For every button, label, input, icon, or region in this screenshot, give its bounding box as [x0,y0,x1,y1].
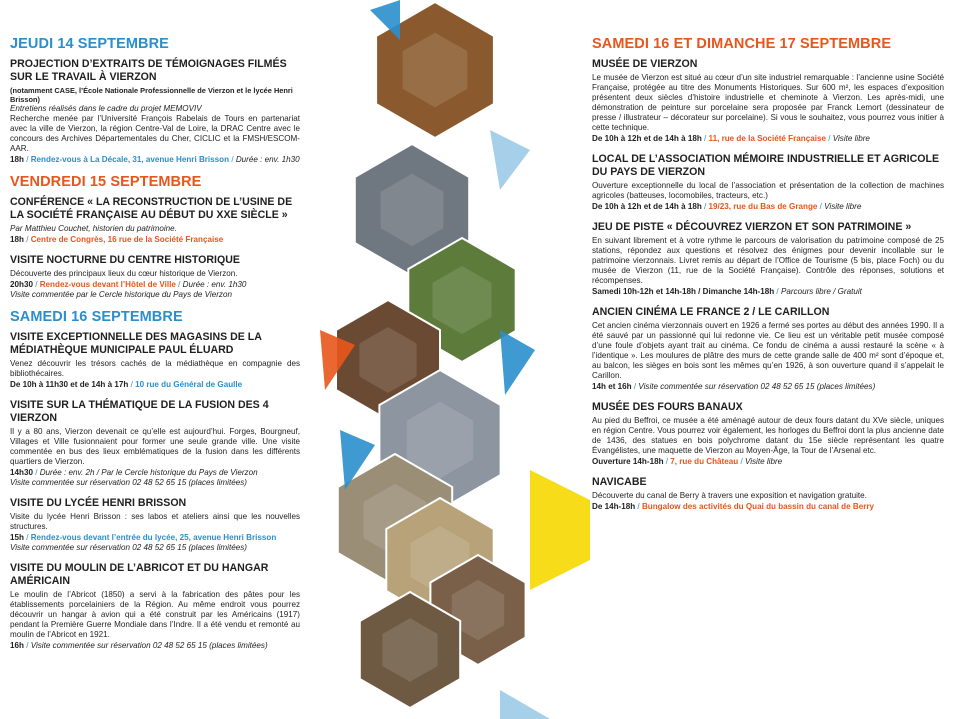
event-time: De 10h à 12h et de 14h à 18h [592,202,702,211]
separator: / [32,468,40,477]
event-location: 19/23, rue du Bas de Grange [708,202,818,211]
event-intro: Entretiens réalisés dans le cadre du projet MEMOVIV [10,104,202,113]
event-description: Ouverture exceptionnelle du local de l’association et présentation de la collection de machines agricoles (batteuses, locomobiles, tracteurs, etc.) [592,181,944,200]
event-title: CONFÉRENCE « LA RECONSTRUCTION DE L’USINE DE LA SOCIÉTÉ FRANÇAISE AU DÉBUT DU XXE SIÈCLE » [10,196,293,221]
event-description: Visite du lycée Henri Brisson : ses labos et ateliers ainsi que les nouvelles structures. [10,512,300,531]
event-title: VISITE DU LYCÉE HENRI BRISSON [10,497,187,509]
separator: / [701,134,709,143]
separator: / [32,280,40,289]
event-extra: Visite libre [832,134,870,143]
event-extra: Durée : env. 2h / Par le Cercle historique du Pays de Vierzon [39,468,258,477]
event-description: Cet ancien cinéma vierzonnais ouvert en 1926 a fermé ses portes au début des années 1990. Il a été sauvé par un passionné qui lui redonne vie. Ce lieu est un véritable petit musée composé d’une foule d’objets ayant trait au cinéma. Ce fondu de cinéma a aussi restauré la scène « à l’identique ». Les moulures de plâtre des murs de cette grande salle de 400 m² sont d’époque et, au balcon, les sièges en bois sont les mêmes qu’en 1926, à son ouverture quand il s’appelait le Carillon. [592,321,944,380]
event-block [10,497,300,553]
event-location: 11, rue de la Société Française [708,134,826,143]
day-heading: SAMEDI 16 ET DIMANCHE 17 SEPTEMBRE [592,36,892,52]
event-block [10,254,300,300]
event-description: Recherche menée par l’Université François Rabelais de Tours en partenariat avec la ville de Vierzon, la région Centre-Val de Loire, la DRAC Centre avec le concours des Archives Départementales du Cher, CICLIC et la FMSH/ESCOM-AAR. [10,114,300,153]
event-time: De 10h à 12h et de 14h à 18h [592,134,702,143]
event-title: PROJECTION D’EXTRAITS DE TÉMOIGNAGES FILMÉS SUR LE TRAVAIL À VIERZON [10,58,287,83]
event-info [10,280,300,290]
separator: / [23,235,31,244]
separator: / [774,287,781,296]
event-location: Rendez-vous à La Décale, 31, avenue Henri Brisson [30,155,230,164]
event-info [10,468,300,478]
event-extra: Durée : env. 1h30 [182,280,247,289]
photo-collage [300,0,590,719]
event-time: 20h30 [10,280,33,289]
event-location: Rendez-vous devant l’Hôtel de Ville [39,280,176,289]
event-block [10,58,300,165]
event-extra: Visite commentée sur réservation 02 48 52 65 15 (places limitées) [30,641,268,650]
event-time: 14h et 16h [592,382,632,391]
event-time: 15h [10,533,24,542]
event-title: VISITE NOCTURNE DU CENTRE HISTORIQUE [10,254,240,266]
event-info [592,202,944,212]
day-heading: SAMEDI 16 SEPTEMBRE [10,309,183,325]
separator: / [817,202,825,211]
day-heading: VENDREDI 15 SEPTEMBRE [10,174,202,190]
event-block [10,331,300,390]
event-title: MUSÉE DES FOURS BANAUX [592,401,743,413]
event-info [10,380,300,390]
event-subtitle: (notamment CASE, l’École Nationale Professionnelle de Vierzon et le lycée Henri Brisson) [10,86,293,104]
event-time: 16h [10,641,24,650]
event-info [592,502,944,512]
event-location: 10 rue du Général de Gaulle [135,380,243,389]
event-extra: Parcours libre / Gratuit [780,287,862,296]
event-time: Samedi 10h-12h et 14h-18h / Dimanche 14h-18h [592,287,775,296]
event-info [10,533,300,543]
event-title: NAVICABE [592,476,647,488]
event-block [592,153,944,212]
event-location: Centre de Congrès, 16 rue de la Société Française [30,235,224,244]
event-location: Rendez-vous devant l’entrée du lycée, 25, avenue Henri Brisson [30,533,277,542]
event-info [592,457,944,467]
right-column [592,36,944,521]
separator: / [825,134,833,143]
separator: / [229,155,236,164]
event-block [10,399,300,488]
event-block [592,476,944,512]
event-title: JEU DE PISTE « DÉCOUVREZ VIERZON ET SON PATRIMOINE » [592,221,912,233]
event-location: 7, rue du Château [670,457,739,466]
event-extra: Durée : env. 1h30 [235,155,300,164]
accent-triangle-light_blue [500,690,550,719]
event-note: Visite commentée sur réservation 02 48 52 65 15 (places limitées) [10,478,247,487]
accent-triangle-blue [500,330,535,395]
event-time: De 10h à 11h30 et de 14h à 17h [10,380,129,389]
separator: / [701,202,709,211]
event-note: Visite commentée sur réservation 02 48 52 65 15 (places limitées) [10,543,247,552]
event-info [592,134,944,144]
event-block [592,306,944,392]
event-description: Au pied du Beffroi, ce musée a été aménagé autour de deux fours datant du XVe siècle, uniques en région Centre. Vous pourrez voir également, les horloges du Beffroi dont la plus ancienne date de 1436, des statues en bois polychrome datant du 15e siècle représentant les quatre Évangélistes, une maquette de Vierzon au Moyen-Âge, la Tour de l’Arsenal etc. [592,416,944,455]
event-info [592,382,944,392]
event-extra: Visite libre [744,457,783,466]
event-time: 18h [10,235,24,244]
event-time: 18h [10,155,24,164]
separator: / [23,641,31,650]
separator: / [128,380,136,389]
separator: / [663,457,671,466]
event-time: 14h30 [10,468,33,477]
event-title: LOCAL DE L’ASSOCIATION MÉMOIRE INDUSTRIELLE ET AGRICOLE DU PAYS DE VIERZON [592,153,940,178]
event-extra: Visite libre [824,202,862,211]
event-note: Visite commentée par le Cercle historique du Pays de Vierzon [10,290,232,299]
separator: / [631,382,639,391]
event-info [592,287,944,297]
event-time: De 14h-18h [592,502,636,511]
day-heading: JEUDI 14 SEPTEMBRE [10,36,169,52]
event-block [592,58,944,144]
event-intro: Par Matthieu Couchet, historien du patrimoine. [10,224,177,233]
event-description: Le musée de Vierzon est situé au cœur d’un site industriel remarquable : l’ancienne usine Société Française, protégée au titre des Monuments Historiques. Sur 600 m², les espaces d’exposition présentent deux siècles d’histoire industrielle et cheminote à Vierzon. Les après-midi, une démonstration de peinture sur porcelaine sera proposée par Franck Lemort (dessinateur de presse / illustrateur – décorateur sur porcelaine). Si vous le souhaitez, vous pourrez vous initier à cette technique. [592,73,944,132]
event-block [10,562,300,651]
event-info [10,641,300,651]
event-block [10,196,300,245]
event-info [10,235,300,245]
event-title: VISITE DU MOULIN DE L’ABRICOT ET DU HANGAR AMÉRICAIN [10,562,269,587]
event-block [592,221,944,297]
accent-triangle-light_blue [490,130,530,190]
separator: / [23,155,31,164]
event-location: Bungalow des activités du Quai du bassin du canal de Berry [641,502,875,511]
event-extra: Visite commentée sur réservation 02 48 52 65 15 (places limitées) [638,382,876,391]
separator: / [635,502,642,511]
event-title: MUSÉE DE VIERZON [592,58,698,70]
accent-triangle-yellow [530,470,590,590]
event-title: VISITE EXCEPTIONNELLE DES MAGASINS DE LA MÉDIATHÈQUE MUNICIPALE PAUL ÉLUARD [10,331,262,356]
event-block [592,401,944,467]
event-description: Le moulin de l’Abricot (1850) a servi à la fabrication des pâtes pour les établissements porcelainiers de la Région. Au même endroit vous pourrez découvrir un hangar à avion qui a été construit par les Américains (1917) pendant la Première Guerre Mondiale dans l’Indre. Il a été vendu et remonté au moulin de l’Abricot en 1921. [10,590,300,639]
event-description: En suivant librement et à votre rythme le parcours de valorisation du patrimoine composé de 25 stations, répondez aux questions et résolvez des énigmes pour devenir incollable sur le patrimoine vierzonnais. Livret remis au départ de l’Office de Tourisme (5 bis, place Foch) ou du musée de Vierzon (11, rue de la Société Française). Contrôle des réponses, solutions et récompenses. [592,236,944,285]
separator: / [23,533,31,542]
event-title: VISITE SUR LA THÉMATIQUE DE LA FUSION DES 4 VIERZON [10,399,269,424]
left-column [10,36,300,660]
event-description: Découverte du canal de Berry à travers une exposition et navigation gratuite. [592,491,867,500]
event-time: Ouverture 14h-18h [592,457,664,466]
event-description: Découverte des principaux lieux du cœur historique de Vierzon. [10,269,238,278]
event-info [10,155,300,165]
event-title: ANCIEN CINÉMA LE FRANCE 2 / LE CARILLON [592,306,830,318]
event-description: Il y a 80 ans, Vierzon devenait ce qu’elle est aujourd’hui. Forges, Bourgneuf, Villages et Ville fusionnaient pour former une seule grande ville. Une visite commentée en bus des lieux emblématiques de la fusion dans les différents quartiers de Vierzon. [10,427,300,466]
event-description: Venez découvrir les trésors cachés de la médiathèque en compagnie des bibliothécaires. [10,359,300,378]
separator: / [175,280,183,289]
separator: / [738,457,745,466]
